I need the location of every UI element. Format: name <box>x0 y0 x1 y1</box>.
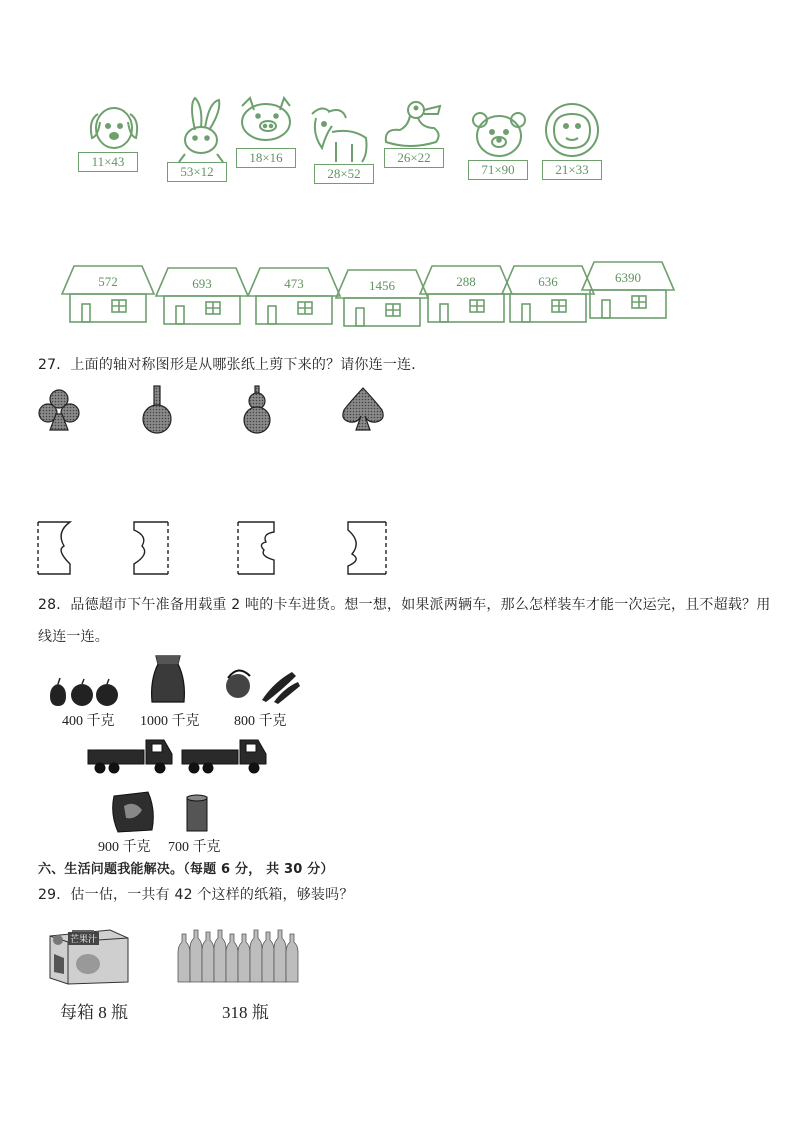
pig-card <box>234 96 304 176</box>
bear-card <box>466 110 536 186</box>
paper-option-1[interactable] <box>36 520 76 576</box>
truck-icon-1 <box>86 736 174 776</box>
can-icon <box>184 794 210 834</box>
paper-option-3[interactable] <box>236 520 276 576</box>
bottles-icon <box>176 926 300 984</box>
bear-label: 71×90 <box>468 160 528 180</box>
section-6-title: 六、生活问题我能解决。（每题 6 分， 共 30 分） <box>38 862 334 877</box>
house-0 <box>60 264 156 326</box>
house-number: 636 <box>538 274 558 289</box>
spade-icon <box>340 386 386 434</box>
rabbit-label: 53×12 <box>167 162 227 182</box>
vegetables-icon <box>222 664 302 704</box>
truck-icon-2 <box>180 736 268 776</box>
house-3 <box>334 268 430 330</box>
dog-label: 11×43 <box>78 152 138 172</box>
house-1 <box>154 266 250 328</box>
duck-label: 26×22 <box>384 148 444 168</box>
juice-box-brand: 芒果汁 <box>68 932 99 945</box>
flask-icon <box>140 384 174 436</box>
fruit-weight: 400 千克 <box>62 714 115 729</box>
q28-text-line2: 线连一连。 <box>38 629 109 645</box>
total-bottle-count: 318 瓶 <box>222 1003 269 1022</box>
house-number: 473 <box>284 276 304 291</box>
pig-label: 18×16 <box>236 148 296 168</box>
monkey-card <box>538 100 610 184</box>
pig-icon <box>234 96 304 150</box>
q29-text: 29．估一估，一共有 42 个这样的纸箱，够装吗？ <box>38 887 354 903</box>
fruit-icon <box>46 676 120 708</box>
monkey-label: 21×33 <box>542 160 602 180</box>
sack-icon <box>148 654 188 706</box>
rabbit-card <box>165 96 237 186</box>
duck-card <box>380 98 452 178</box>
house-number: 693 <box>192 276 212 291</box>
bag-icon <box>108 790 158 834</box>
bear-icon <box>466 110 536 162</box>
sack-weight: 1000 千克 <box>140 714 200 729</box>
box-bottle-count: 每箱 8 瓶 <box>60 1003 128 1022</box>
paper-option-2[interactable] <box>132 520 172 576</box>
house-number: 572 <box>98 274 118 289</box>
gourd-icon <box>240 384 274 436</box>
house-number: 1456 <box>369 278 395 293</box>
house-number: 288 <box>456 274 476 289</box>
dog-icon <box>76 100 146 160</box>
vegetables-weight: 800 千克 <box>234 714 287 729</box>
goat-label: 28×52 <box>314 164 374 184</box>
goat-icon <box>306 104 378 166</box>
rabbit-icon <box>165 96 237 166</box>
club-icon <box>36 388 82 434</box>
house-2 <box>246 266 342 328</box>
q27-text: 27．上面的轴对称图形是从哪张纸上剪下来的？请你连一连． <box>38 357 426 373</box>
duck-icon <box>380 98 452 152</box>
dog-card <box>76 100 146 180</box>
bag-weight: 900 千克 <box>98 840 151 855</box>
house-number: 6390 <box>615 270 641 285</box>
goat-card <box>306 104 378 192</box>
house-6 <box>580 260 676 322</box>
paper-option-4[interactable] <box>346 520 388 576</box>
monkey-icon <box>538 100 610 158</box>
can-weight: 700 千克 <box>168 840 221 855</box>
q28-text-line1: 28．品德超市下午准备用载重 2 吨的卡车进货。想一想，如果派两辆车，那么怎样装车才能一次运完，且不超载？用 <box>38 597 771 613</box>
